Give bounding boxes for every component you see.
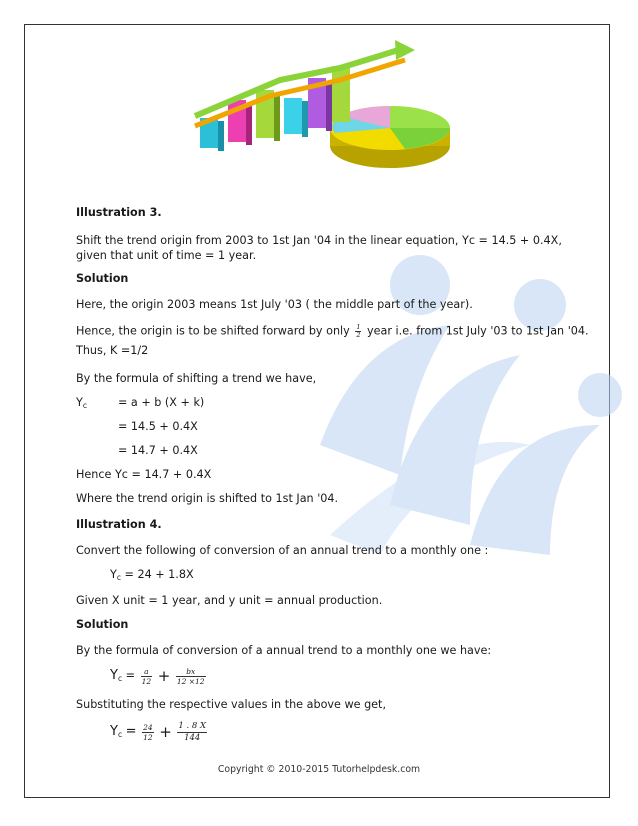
solution-3-heading: Solution (76, 272, 129, 285)
solution-4-line-1: By the formula of conversion of a annual trend to a monthly one we have: (76, 644, 492, 657)
illustration-3-question-line-1: Shift the trend origin from 2003 to 1st Jan '04 in the linear equation, Yc = 14.5 + 0.4X, (76, 234, 562, 247)
solution-3-line-3: Thus, K =1/2 (76, 344, 149, 357)
equation-line-2: = 14.5 + 0.4X (118, 420, 198, 433)
illustration-3-question-line-2: given that unit of time = 1 year. (76, 249, 257, 262)
fraction-bx-over-144: $\frac{bx}{12 \times 12}$ (176, 666, 205, 686)
equation-yc-label: $Y_c$ (76, 396, 87, 410)
half-fraction: $\frac{1}{2}$ (356, 323, 361, 339)
watermark-logo (300, 245, 630, 555)
illustration-4-equation: $Y_c = 24 + 1.8X$ (110, 568, 194, 582)
solution-3-line-2 (76, 324, 589, 339)
solution-4-line-2: Substituting the respective values in the above we get, (76, 698, 386, 711)
solution-3-line-2-b: year i.e. from 1st July '03 to 1st Jan '04. (367, 324, 589, 338)
substituted-formula: $Y_c$ = $\frac{24}{12}$ + $\frac{1 . 8 X}{144}$ (110, 720, 207, 743)
solution-4-heading: Solution (76, 618, 129, 631)
equation-line-3: = 14.7 + 0.4X (118, 444, 198, 457)
illustration-4-question-line-2: Given X unit = 1 year, and y unit = annual production. (76, 594, 383, 607)
fraction-24-over-12: $\frac{24}{12}$ (143, 722, 153, 742)
fraction-1-8x-over-144: $\frac{1 . 8 X}{144}$ (178, 720, 207, 743)
equation-line-1: = a + b (X + k) (118, 396, 205, 409)
conversion-formula: $Y_c$ = $\frac{a}{12}$ + $\frac{bx}{12 \times 12}$ (110, 666, 205, 686)
solution-3-line-4: By the formula of shifting a trend we have, (76, 372, 317, 385)
solution-3-line-5: Hence Yc = 14.7 + 0.4X (76, 468, 212, 481)
page-footer: Copyright © 2010-2015 Tutorhelpdesk.com (217, 764, 421, 775)
solution-3-line-2-a: Hence, the origin is to be shifted forward by only (76, 324, 350, 338)
illustration-4-heading: Illustration 4. (76, 518, 162, 531)
solution-3-line-1: Here, the origin 2003 means 1st July '03 ( the middle part of the year). (76, 298, 473, 311)
solution-3-line-6: Where the trend origin is shifted to 1st Jan '04. (76, 492, 339, 505)
fraction-a-over-12: $\frac{a}{12}$ (141, 666, 152, 686)
illustration-3-heading: Illustration 3. (76, 206, 162, 219)
illustration-4-question-line-1: Convert the following of conversion of an annual trend to a monthly one : (76, 544, 489, 557)
chart-illustration (190, 38, 450, 168)
